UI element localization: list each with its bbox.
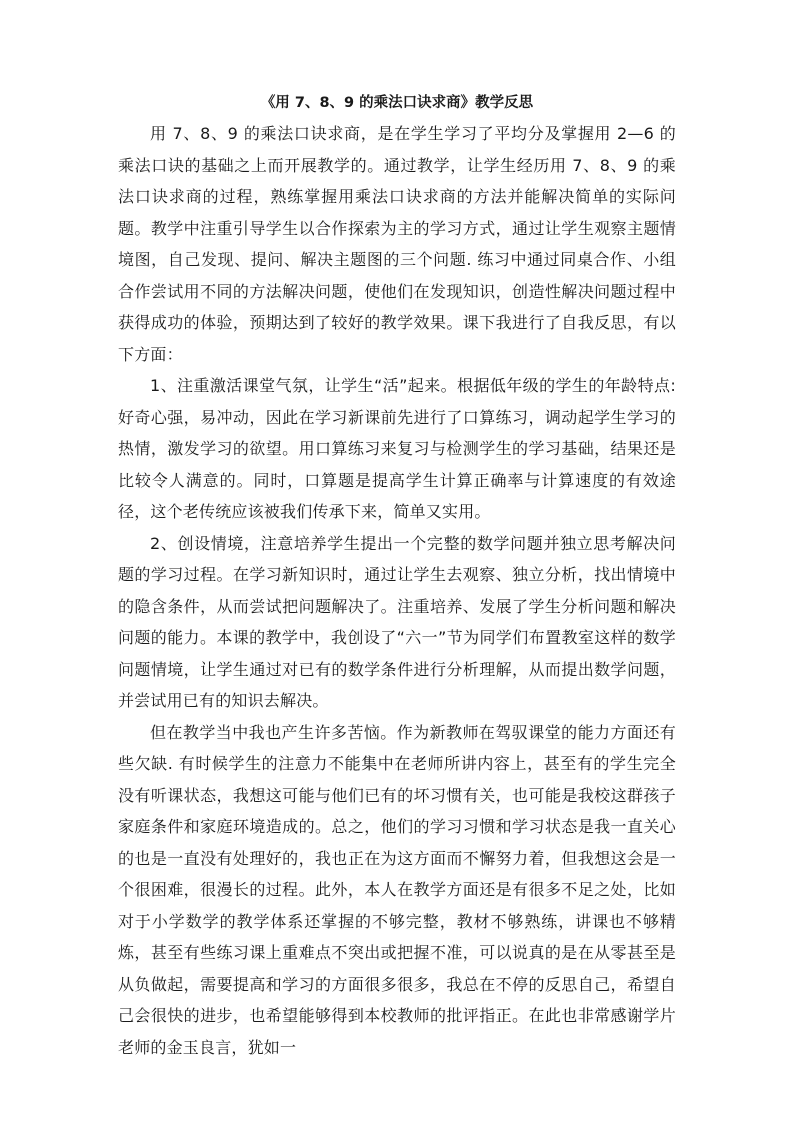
paragraph-point-2: 2、创设情境，注意培养学生提出一个完整的数学问题并独立思考解决问题的学习过程。在学习新知识时，通过让学生去观察、独立分析，找出情境中的隐含条件，从而尝试把问题解决了。注重培养、发展了学生分析问题和解决问题的能力。本课的教学中，我创设了“六一”节为同学们布置教室这样的数学问题情境，让学生通过对已有的数学条件进行分析理解，从而提出数学问题，并尝试用已有的知识去解决。 [118,533,676,710]
document-title: 《用 7、8、9 的乘法口诀求商》教学反思 [260,95,534,111]
paragraph-intro: 用 7、8、9 的乘法口诀求商，是在学生学习了平均分及掌握用 2—6 的乘法口诀的基础之上而开展教学的。通过教学，让学生经历用 7、8、9 的乘法口诀求商的过程，熟练掌握用乘法口诀求商的方法并能解决简单的实际问题。教学中注重引导学生以合作探索为主的学习方式，通过让学生观察主题情境图，自己发现、提问、解决主题图的三个问题. 练习中通过同桌合作、小组合作尝试用不同的方法解决问题，使他们在发现知识，创造性解决问题过程中获得成功的体验，预期达到了较好的教学效果。课下我进行了自我反思，有以下方面： [118,124,676,364]
document-page [118,92,676,1063]
paragraph-point-1: 1、注重激活课堂气氛，让学生“活”起来。根据低年级的学生的年龄特点: 好奇心强，易冲动，因此在学习新课前先进行了口算练习，调动起学生学习的热情，激发学习的欲望。用口算练习来复习与检测学生的学习基础，结果还是比较令人满意的。同时，口算题是提高学生计算正确率与计算速度的有效途径，这个老传统应该被我们传承下来，简单又实用。 [118,376,676,521]
paragraph-reflection: 但在教学当中我也产生许多苦恼。作为新教师在驾驭课堂的能力方面还有些欠缺. 有时候学生的注意力不能集中在老师所讲内容上，甚至有的学生完全没有听课状态，我想这可能与他们已有的坏习惯有关，也可能是我校这群孩子家庭条件和家庭环境造成的。总之，他们的学习习惯和学习状态是我一直关心的也是一直没有处理好的，我也正在为这方面而不懈努力着，但我想这会是一个很困难，很漫长的过程。此外，本人在教学方面还是有很多不足之处，比如对于小学数学的教学体系还掌握的不够完整，教材不够熟练，讲课也不够精炼，甚至有些练习课上重难点不突出或把握不准，可以说真的是在从零甚至是从负做起，需要提高和学习的方面很多很多，我总在不停的反思自己，希望自己会很快的进步，也希望能够得到本校教师的批评指正。在此也非常感谢学片老师的金玉良言，犹如一 [118,722,676,1057]
